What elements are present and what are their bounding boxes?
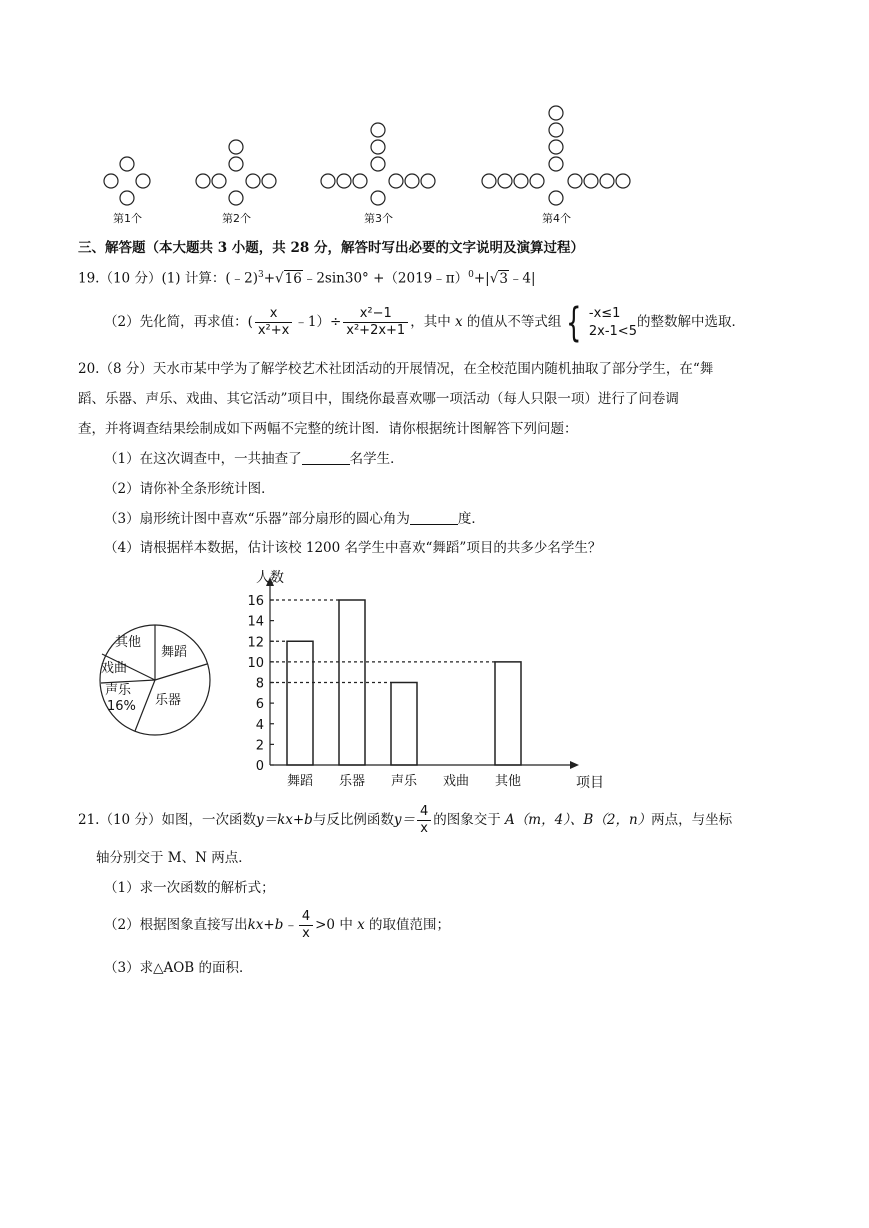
x-tick-label-3: 戏曲	[442, 774, 470, 789]
q21-sub2-frac-den: x	[302, 926, 310, 941]
q21-line1-c: 的图象交于	[433, 812, 501, 828]
q19-part2-prefix: （2）先化简，再求值：(	[104, 314, 253, 330]
pie-label-instrument: 乐器	[155, 693, 182, 708]
answer-blank-1[interactable]	[302, 450, 350, 465]
bar-4	[495, 662, 521, 765]
q19-sqrt16: 16	[284, 270, 302, 287]
y-tick-label-12: 12	[247, 635, 264, 651]
q20-sub3-b: 度．	[457, 511, 485, 527]
q21-sub2	[104, 905, 450, 945]
q19-frac2-num: x²−1	[343, 306, 408, 323]
q19-part2-end: 的整数解中选取．	[636, 314, 745, 330]
y-tick-label-10: 10	[247, 655, 264, 671]
q21-sub1: （1）求一次函数的解析式；	[104, 880, 275, 896]
q21-sub2-frac-num: 4	[299, 909, 313, 926]
pie-label-vocal: 声乐	[105, 683, 132, 698]
q20-sub3-a: （3）扇形统计图中喜欢“乐器”部分扇形的圆心角为	[104, 511, 410, 527]
q19-exp0: 0	[468, 270, 474, 280]
y-tick-label-8: 8	[255, 676, 264, 692]
q19-part1: 19.（10 分）(1) 计算：(﹣2)$^3$+√16﹣2sin30° +（2019﹣π）$^0$+|√3﹣4|	[78, 270, 536, 287]
q19-frac1-den: x²+x	[257, 323, 290, 338]
q21-sub2-expr: kx+b﹣	[247, 917, 297, 933]
q19-part2-mid3: 的值从不等式组	[466, 314, 562, 330]
q21-sub2-c: 的取值范围；	[369, 917, 451, 933]
brace-icon: {	[566, 299, 582, 346]
q21-line1-a: 21.（10 分）如图，一次函数	[78, 812, 256, 828]
q21-linear-expr: y＝kx+b	[255, 812, 313, 828]
pattern-label-1: 第1个	[113, 212, 142, 225]
q19-exp3: 3	[257, 270, 264, 280]
q19-frac2	[343, 306, 408, 339]
pie-label-opera: 戏曲	[101, 661, 128, 676]
y-tick-label-0: 0	[255, 759, 264, 774]
q20-sub1-b: 名学生．	[349, 451, 404, 467]
q21-sub2-x: x	[357, 917, 365, 933]
q21-sub3: （3）求△AOB 的面积．	[104, 960, 253, 976]
q19-plus: +	[263, 270, 276, 287]
x-tick-label-1: 乐器	[338, 774, 366, 789]
q20-sub1	[104, 449, 404, 469]
q21-line1	[78, 800, 732, 840]
bar-2	[391, 683, 417, 766]
x-tick-label-2: 声乐	[390, 774, 418, 789]
q21-frac	[417, 804, 431, 837]
q19-ineq1: -x≤1	[588, 305, 621, 321]
q19-part2-mid1: ﹣1）÷	[294, 314, 342, 330]
section3-header: 三、解答题（本大题共 3 小题，共 28 分，解答时写出必要的文字说明及演算过程）	[78, 240, 584, 256]
q19-frac1	[255, 306, 293, 339]
q19-abs-open: +|	[473, 270, 490, 287]
x-axis-label: 项目	[576, 775, 604, 791]
q19-ineq2: 2x-1<5	[588, 323, 637, 339]
q19-frac1-num: x	[255, 306, 293, 323]
q21-sub2-b: >0 中	[315, 917, 353, 933]
pattern-label-2: 第2个	[222, 212, 251, 225]
q20-sub3	[104, 509, 485, 529]
answer-blank-2[interactable]	[410, 510, 458, 525]
q19-part1-end: ﹣4|	[508, 270, 536, 287]
bar-chart	[240, 562, 604, 792]
q21-y: y＝	[393, 812, 415, 828]
q21-frac-num: 4	[417, 804, 431, 821]
q21-frac-den: x	[420, 821, 428, 836]
q20-line3: 查，并将调查结果绘制成如下两幅不完整的统计图．请你根据统计图解答下列问题：	[78, 421, 578, 437]
x-axis-arrow-icon	[570, 761, 579, 769]
q21-line2: 轴分别交于 M、N 两点．	[96, 850, 252, 866]
pie-divider-2	[155, 664, 207, 680]
x-tick-label-0: 舞蹈	[286, 774, 314, 789]
y-tick-label-16: 16	[247, 594, 264, 609]
q20-sub1-a: （1）在这次调查中，一共抽查了	[104, 451, 302, 467]
q20-sub4: （4）请根据样本数据，估计该校 1200 名学生中喜欢“舞蹈”项目的共多少名学生？	[104, 540, 602, 556]
q19-part1-prefix: 19.（10 分）(1) 计算：(﹣2)	[78, 270, 258, 287]
pie-chart	[95, 620, 215, 740]
q19-var-x: x	[455, 314, 463, 330]
q19-part2	[104, 296, 745, 348]
q21-sub2-a: （2）根据图象直接写出	[104, 917, 248, 933]
q21-points: A（m，4）、B（2，n）	[505, 812, 652, 828]
q20-line1: 20.（8 分）天水市某中学为了解学校艺术社团活动的开展情况，在全校范围内随机抽取了部分学生，在“舞	[78, 361, 714, 377]
q19-part2-mid2: ，其中	[410, 314, 451, 330]
q21-line1-b: 与反比例函数	[312, 812, 394, 828]
q19-frac2-den: x²+2x+1	[346, 323, 406, 338]
q20-line2: 蹈、乐器、声乐、戏曲、其它活动”项目中，围绕你最喜欢哪一项活动（每人只限一项）进行了问卷调	[78, 391, 679, 407]
q19-sqrt3: 3	[499, 270, 508, 287]
q21-sub2-frac	[299, 909, 313, 942]
y-tick-label-2: 2	[255, 738, 264, 754]
q20-sub2: （2）请你补全条形统计图．	[104, 481, 275, 497]
pattern-label-4: 第4个	[542, 212, 571, 225]
pattern-label-3: 第3个	[364, 212, 393, 225]
pie-divider-5	[135, 680, 155, 731]
q19-part1-mid: ﹣2sin30° +（2019﹣π）	[302, 270, 469, 287]
y-axis-label: 人数	[256, 570, 284, 586]
y-tick-label-6: 6	[255, 697, 264, 713]
q19-inequality-system	[589, 305, 637, 341]
q21-line1-d: 两点，与坐标	[651, 812, 733, 828]
pie-label-vocal-percent: 16%	[107, 699, 136, 714]
pie-label-dance: 舞蹈	[161, 645, 188, 660]
pie-label-other: 其他	[115, 635, 142, 650]
bar-0	[287, 641, 313, 765]
x-tick-label-4: 其他	[494, 774, 522, 789]
y-tick-label-14: 14	[247, 614, 264, 630]
y-tick-label-4: 4	[255, 717, 264, 733]
